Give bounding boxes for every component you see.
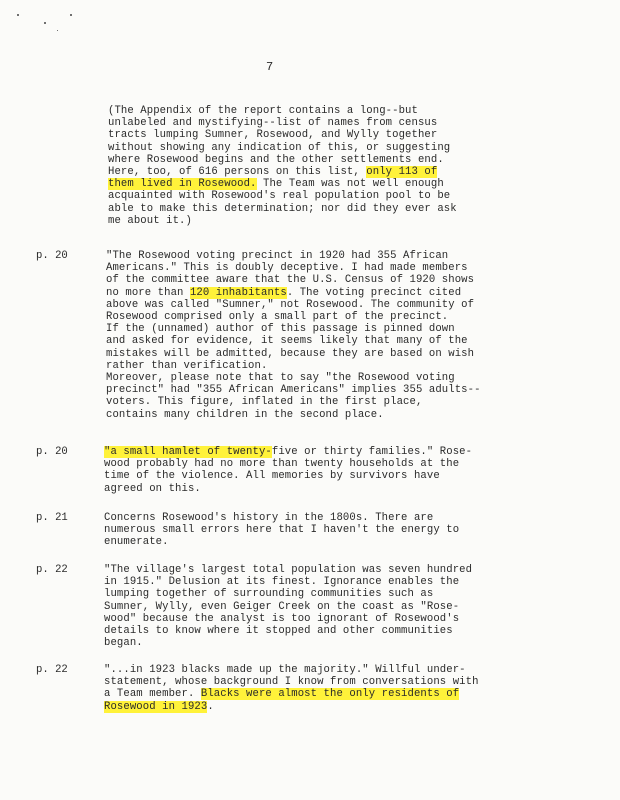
text-line: numerous small errors here that I haven't the energy to	[104, 524, 460, 537]
paper-speck	[57, 30, 58, 31]
paper-speck	[17, 14, 19, 16]
text-line: "The Rosewood voting precinct in 1920 had 355 African	[106, 250, 449, 262]
text-line: statement, whose background I know from conversations with	[104, 676, 479, 689]
text-line: Americans." This is doubly deceptive. I had made members	[106, 262, 468, 275]
page-reference: p. 22	[36, 664, 68, 676]
text-line: able to make this determination; nor did they ever ask	[108, 202, 457, 215]
highlighted-text: them lived in Rosewood.	[108, 178, 257, 191]
text-line: in 1915." Delusion at its finest. Ignorance enables the	[104, 576, 460, 589]
highlighted-text: only 113 of	[366, 166, 438, 179]
text-line: me about it.)	[108, 214, 192, 227]
text-line: Rosewood comprised only a small part of the precinct.	[106, 311, 449, 324]
text-line: time of the violence. All memories by survivors have	[104, 470, 440, 483]
text-line: no more than	[106, 286, 190, 299]
page-number: 7	[266, 60, 274, 74]
entry-paragraph	[104, 512, 459, 549]
page-reference: p. 21	[36, 512, 68, 524]
text-line: "The village's largest total population was seven hundred	[104, 564, 473, 576]
text-line: .	[207, 700, 214, 713]
paper-speck	[70, 14, 72, 16]
highlighted-text: Blacks were almost the only residents of	[200, 688, 460, 701]
text-line: Here, too, of 616 persons on this list,	[108, 166, 367, 179]
text-line: voters. This figure, inflated in the first place,	[106, 396, 423, 409]
text-line: contains many children in the second place.	[106, 408, 384, 421]
text-line: without showing any indication of this, or suggesting	[108, 141, 451, 154]
text-line: details to know where it stopped and other communities	[104, 625, 453, 638]
entry-paragraph	[104, 564, 472, 649]
highlighted-text: Rosewood in 1923	[104, 700, 208, 713]
highlighted-text: "a small hamlet of twenty-	[104, 446, 272, 458]
text-line: unlabeled and mystifying--list of names from census	[108, 117, 438, 130]
text-line: where Rosewood begins and the other settlements end.	[108, 153, 444, 166]
text-line: Moreover, please note that to say "the Rosewood voting	[106, 372, 455, 385]
text-line: wood" because the analyst is too ignorant of Rosewood's	[104, 612, 460, 625]
page-reference: p. 20	[36, 250, 68, 262]
text-line: . The voting precinct cited	[286, 286, 462, 299]
text-line: began.	[104, 637, 143, 650]
text-line: acquainted with Rosewood's real population pool to be	[108, 190, 451, 203]
text-line: five or thirty families." Rose-	[271, 446, 473, 458]
text-line: precinct" had "355 African Americans" implies 355 adults--	[106, 384, 481, 397]
text-line: tracts lumping Sumner, Rosewood, and Wylly together	[108, 129, 438, 142]
text-line: Sumner, Wylly, even Geiger Creek on the coast as "Rose-	[104, 600, 460, 613]
entry-paragraph	[106, 250, 481, 421]
text-line: above was called "Sumner," not Rosewood. The community of	[106, 298, 475, 311]
paper-speck	[44, 22, 46, 24]
text-line: a Team member.	[104, 688, 201, 701]
page-reference: p. 20	[36, 446, 68, 458]
text-line: agreed on this.	[104, 482, 201, 495]
text-line: and asked for evidence, it seems likely that many of the	[106, 335, 468, 348]
appendix-paragraph	[108, 105, 457, 227]
text-line: Concerns Rosewood's history in the 1800s. There are	[104, 512, 434, 524]
entry-paragraph	[104, 446, 472, 495]
text-line: wood probably had no more than twenty households at the	[104, 458, 460, 471]
text-line: mistakes will be admitted, because they are based on wish	[106, 347, 475, 360]
text-line: The Team was not well enough	[256, 178, 444, 191]
text-line: lumping together of surrounding communities such as	[104, 588, 434, 601]
text-line: enumerate.	[104, 536, 169, 549]
text-line: of the committee aware that the U.S. Census of 1920 shows	[106, 274, 475, 287]
highlighted-text: 120 inhabitants	[189, 286, 287, 299]
text-line: rather than verification.	[106, 359, 268, 372]
text-line: "...in 1923 blacks made up the majority." Willful under-	[104, 664, 466, 676]
text-line: (The Appendix of the report contains a long--but	[108, 105, 418, 117]
page-reference: p. 22	[36, 564, 68, 576]
entry-paragraph	[104, 664, 479, 713]
text-line: If the (unnamed) author of this passage is pinned down	[106, 323, 455, 336]
